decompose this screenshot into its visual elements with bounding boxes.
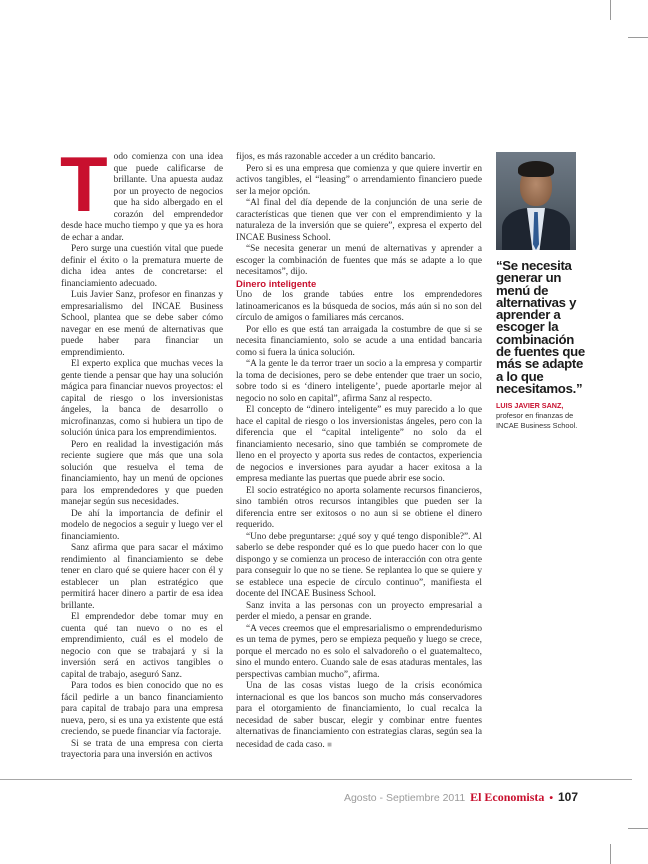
page-number: 107 <box>557 790 578 804</box>
paragraph: Sanz invita a las personas con un proyecto empresarial a perder el miedo, a pensar en grande. <box>236 600 482 622</box>
paragraph: “A veces creemos que el empresarialismo o emprendedurismo es un tema de pymes, pero se empieza pequeño y luego se crece, porque el mercado no es solo el salvadoreño o el guatemalteco, sino el mundo entero. Cuando sale de esas ataduras mentales, las perspectivas cambian mucho”, afirma. <box>236 623 482 680</box>
paragraph: Luis Javier Sanz, profesor en finanzas y empresarialismo del INCAE Business School, plantea que se debe saber cómo navegar en ese menú de alternativas que puede haber para financiar un emprendimiento. <box>61 290 223 358</box>
paragraph: Pero surge una cuestión vital que puede definir el éxito o la prematura muerte de dicha idea antes de concretarse: el financiamiento adecuado. <box>61 244 223 289</box>
paragraph: Si se trata de una empresa con cierta trayectoria para una inversión en activos <box>61 738 223 760</box>
paragraph: El experto explica que muchas veces la gente tiende a pensar que hay una solución mágica para financiar nuevos proyectos: el capital de riesgo o los inversionistas ángeles, la banca de desarrollo o microfinanzas, como si hubiera un tipo de solución única para los emprendimientos. <box>61 359 223 438</box>
crop-mark <box>628 828 648 829</box>
paragraph: “Al final del día depende de la conjunción de una serie de características que tienen que ver con el emprendimiento y la naturaleza de la inversión que se quiere”, expresa el experto del INCAE Business School. <box>236 198 482 243</box>
paragraph: “Se necesita generar un menú de alternativas y aprender a escoger la combinación de fuentes que más se adapte a lo que necesitamos”, dijo. <box>236 244 482 277</box>
issue-date: Agosto - Septiembre 2011 <box>343 792 466 804</box>
paragraph: Uno de los grande tabúes entre los emprendedores latinoamericanos es la búsqueda de socios, más aún si no son del círculo de amigos o familiares más cercanos. <box>236 290 482 323</box>
paragraph: fijos, es más razonable acceder a un crédito bancario. <box>236 152 436 162</box>
paragraph: Pero en realidad la investigación más reciente sugiere que más que una sola solución que resuelva el tema de financiamiento, hay un menú de opciones para los emprendedores y que pueden manejar según sus necesidades. <box>61 439 223 507</box>
pull-quote-sidebar <box>496 152 588 430</box>
paragraph: Sanz afirma que para sacar el máximo rendimiento al financiamiento se debe tener en claro qué se quiere hacer con él y establecer un plan estratégico que permitirá hacer dinero a partir de esa idea brillante. <box>61 543 223 611</box>
paragraph: Pero si es una empresa que comienza y que quiere invertir en activos tangibles, el “leasing” o arrendamiento financiero puede ser la mejor opción. <box>236 163 482 197</box>
crop-mark <box>628 37 648 38</box>
paragraph-last <box>236 681 482 751</box>
paragraph: odo comienza con una idea que puede calificarse de brillante. Una apuesta audaz por un proyecto de negocios que ha sido albergado en el corazón del emprendedor desde hace mucho tiempo y que ya es hora de echar a andar. <box>61 152 223 243</box>
paragraph: El emprendedor debe tomar muy en cuenta qué tan nuevo o no es el emprendimiento, cuál es el modelo de negocio con que se trabajará y si la inversión será en activos tangibles o capital de trabajo, aseguró Sanz. <box>61 612 223 680</box>
crop-mark <box>610 0 611 20</box>
quote-author: LUIS JAVIER SANZ, <box>496 401 564 411</box>
paragraph: De ahí la importancia de definir el modelo de negocios a seguir y luego ver el financiamiento. <box>61 508 223 542</box>
portrait-hair <box>518 161 554 177</box>
end-mark-icon: ■ <box>327 739 332 749</box>
footer-rule <box>0 779 632 780</box>
first-paragraph <box>60 140 223 244</box>
paragraph: Por ello es que está tan arraigada la costumbre de que si se necesita financiamiento, solo se acude a una entidad bancaria como si fuera la única solución. <box>236 324 482 358</box>
paragraph-text: Una de las cosas vistas luego de la crisis económica internacional es que los bancos son mucho más conservadores para el otorgamiento de financiamiento, lo cual recalca la necesidad de saber buscar, elegir y combinar entre fuentes alternativas de financiamiento con estrategias claras, según sea la necesidad de cada caso. <box>236 681 482 750</box>
paragraph: El socio estratégico no aporta solamente recursos financieros, sino también otros recursos intangibles que pueden ser la diferencia entre ser exitosos o no aun si se obtiene el dinero requerido. <box>236 485 482 530</box>
quote-author-role: profesor en finanzas de INCAE Business School. <box>496 411 578 430</box>
paragraph: El concepto de “dinero inteligente” es muy parecido a lo que hace el capital de riesgo o los inversionistas ángeles, pero con la diferencia que el “capital inteligente” no solo da el financiamiento necesario, sino que también se compromete de lleno en el proyecto y aporta sus redes de contactos, experiencia de negocios e inversiones para ayudar a hacer exitosa a la empresa mediante las puertas que puede abrir ese socio. <box>236 405 482 484</box>
paragraph: “Uno debe preguntarse: ¿qué soy y qué tengo disponible?”. Al saberlo se debe responder qué es lo que puedo hacer con lo que dispongo y se comienza un proceso de interacción con otra gente para conseguir lo que no se tiene. Se replantea lo que se quiere y se establece una especie de círculo continuo”, manifiesta el docente del INCAE Business School. <box>236 531 482 599</box>
pull-quote: “Se necesita generar un menú de alternativas y aprender a escoger la combinación de fuentes que más se adapte a lo que necesitamos.” <box>496 258 585 396</box>
article-column-1 <box>60 140 223 762</box>
magazine-name: El Economista <box>470 790 545 804</box>
section-subhead: Dinero inteligente <box>236 278 317 290</box>
paragraph: “A la gente le da terror traer un socio a la empresa y compartir la toma de decisiones, pero se debe entender que traer un socio, sobre todo si es ‘dinero inteligente’, puede aportarle mejor al negocio no solo en capital”, afirma Sanz al respecto. <box>236 359 482 404</box>
footer-separator: • <box>549 792 554 804</box>
drop-cap: T <box>60 140 108 228</box>
portrait-photo <box>496 152 576 250</box>
crop-mark <box>610 844 611 864</box>
paragraph: Para todos es bien conocido que no es fácil pedirle a un banco financiamiento para capital de trabajo para una empresa nueva, pero, si es una ya existente que está creciendo, se puede financiar vía factoraje. <box>61 681 223 737</box>
article-column-2 <box>236 152 482 751</box>
page-footer <box>344 790 578 805</box>
